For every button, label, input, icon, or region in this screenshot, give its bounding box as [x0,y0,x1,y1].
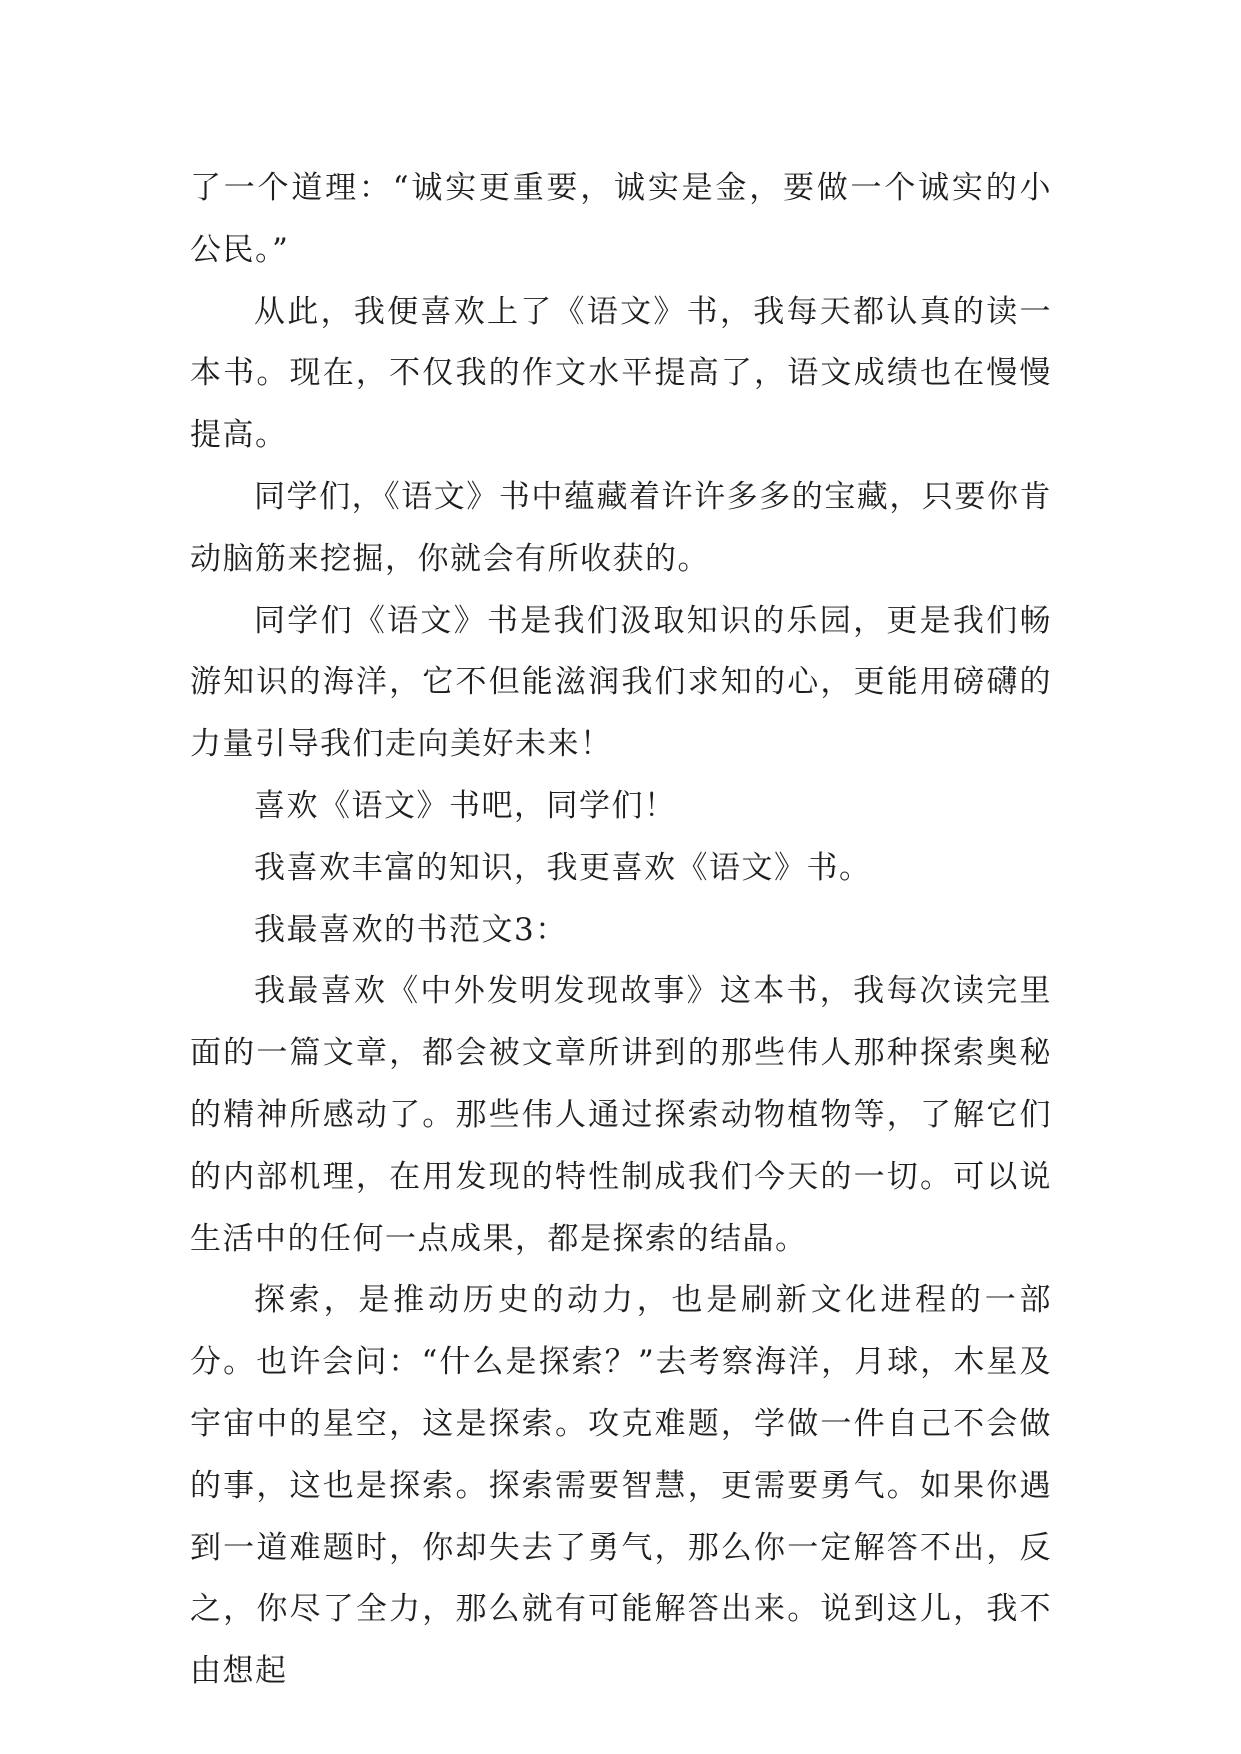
paragraph: 喜欢《语文》书吧，同学们！ [254,787,677,824]
paragraph: 同学们，《语文》书中蕴藏着许许多多的宝藏，只要你肯动脑筋来挖掘，你就会有所收获的。 [190,478,1052,577]
paragraph: 同学们《语文》书是我们汲取知识的乐园，更是我们畅游知识的海洋，它不但能滋润我们求知的心，更能用磅礴的力量引导我们走向美好未来！ [190,602,1052,763]
document-body [190,158,1052,1703]
section-heading: 我最喜欢的书范文3： [254,911,568,948]
paragraph: 我最喜欢《中外发明发现故事》这本书，我每次读完里面的一篇文章，都会被文章所讲到的那些伟人那种探索奥秘的精神所感动了。那些伟人通过探索动物植物等，了解它们的内部机理，在用发现的特性制成我们今天的一切。可以说生活中的任何一点成果，都是探索的结晶。 [190,973,1052,1257]
paragraph: 探索，是推动历史的动力，也是刷新文化进程的一部分。也许会问：“什么是探索？”去考察海洋，月球，木星及宇宙中的星空，这是探索。攻克难题，学做一件自己不会做的事，这也是探索。探索需要智慧，更需要勇气。如果你遇到一道难题时，你却失去了勇气，那么你一定解答不出，反之，你尽了全力，那么就有可能解答出来。说到这儿，我不由想起 [190,1282,1052,1690]
paragraph: 我喜欢丰富的知识，我更喜欢《语文》书。 [254,849,872,886]
paragraph: 了一个道理：“诚实更重要，诚实是金，要做一个诚实的小公民。” [190,170,1052,268]
paragraph: 从此，我便喜欢上了《语文》书，我每天都认真的读一本书。现在，不仅我的作文水平提高了，语文成绩也在慢慢提高。 [190,293,1052,454]
